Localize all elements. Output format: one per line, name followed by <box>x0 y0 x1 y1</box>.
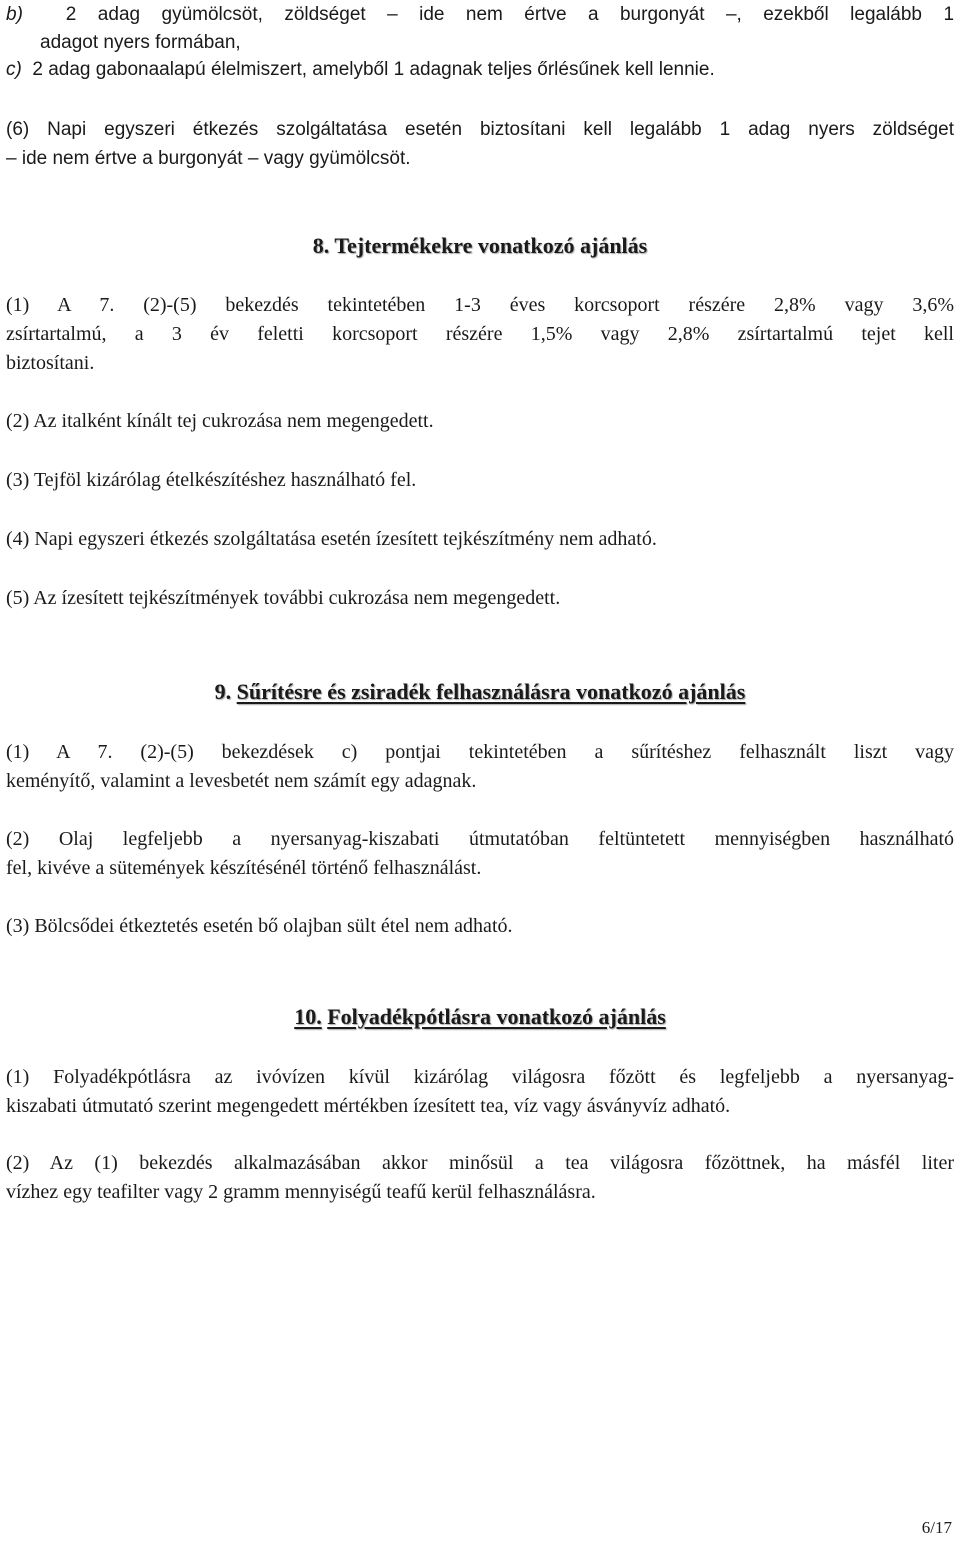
s9-p2-line2: fel, kivéve a sütemények készítésénél történő felhasználást. <box>6 857 482 879</box>
s8-p1-line3: biztosítani. <box>6 352 95 374</box>
para6-line1: (6) Napi egyszeri étkezés szolgáltatása esetén biztosítani kell legalább 1 adag nyers zöldséget <box>6 119 954 140</box>
s8-p3: (3) Tejföl kizárólag ételkészítéshez használható fel. <box>6 469 417 491</box>
s10-p2-line1: (2) Az (1) bekezdés alkalmazásában akkor minősül a tea világosra főzöttnek, ha másfél liter <box>6 1152 954 1174</box>
section8-title: Tejtermékekre vonatkozó ajánlás <box>334 233 648 258</box>
s8-p5: (5) Az ízesített tejkészítmények további cukrozása nem megengedett. <box>6 587 561 609</box>
s10-p2-line2: vízhez egy teafilter vagy 2 gramm mennyiségű teafű kerül felhasználásra. <box>6 1181 596 1203</box>
list-item-c <box>6 55 954 84</box>
section8-number: 8. <box>312 233 330 258</box>
s10-p1-line2: kiszabati útmutató szerint megengedett mértékben ízesített tea, víz vagy ásványvíz adható. <box>6 1095 731 1117</box>
section9-heading <box>0 677 960 707</box>
list-item-b-cont: adagot nyers formában, <box>40 32 241 53</box>
s8-p2: (2) Az italként kínált tej cukrozása nem megengedett. <box>6 410 434 432</box>
list-item-b <box>6 0 954 29</box>
section8-heading <box>0 231 960 261</box>
list-label-b: b) <box>6 4 23 25</box>
s9-p1-line2: keményítő, valamint a levesbetét nem számít egy adagnak. <box>6 770 477 792</box>
s8-p1-line2: zsírtartalmú, a 3 év feletti korcsoport részére 1,5% vagy 2,8% zsírtartalmú tejet kell <box>6 323 954 345</box>
list-item-c-line1: 2 adag gabonaalapú élelmiszert, amelyből 1 adagnak teljes őrlésűnek kell lennie. <box>32 59 715 80</box>
list-label-c: c) <box>6 59 22 80</box>
section9-number: 9. <box>214 679 232 704</box>
s10-p1-line1: (1) Folyadékpótlásra az ivóvízen kívül kizárólag világosra főzött és legfeljebb a nyersanyag- <box>6 1066 954 1088</box>
page-number: 6/17 <box>921 1518 952 1537</box>
s9-p1-line1: (1) A 7. (2)-(5) bekezdések c) pontjai tekintetében a sűrítéshez felhasznált liszt vagy <box>6 741 954 763</box>
section9-title: Sűrítésre és zsiradék felhasználásra vonatkozó ajánlás <box>236 679 746 704</box>
s9-p3: (3) Bölcsődei étkeztetés esetén bő olajban sült étel nem adható. <box>6 915 513 937</box>
s8-p4: (4) Napi egyszeri étkezés szolgáltatása esetén ízesített tejkészítmény nem adható. <box>6 528 657 550</box>
s9-p2-line1: (2) Olaj legfeljebb a nyersanyag-kiszabati útmutatóban feltüntetett mennyiségben használható <box>6 828 954 850</box>
section10-heading <box>0 1002 960 1032</box>
section10-title: Folyadékpótlásra vonatkozó ajánlás <box>327 1004 666 1029</box>
s8-p1-line1: (1) A 7. (2)-(5) bekezdés tekintetében 1-3 éves korcsoport részére 2,8% vagy 3,6% <box>6 294 954 316</box>
para6-line2: – ide nem értve a burgonyát – vagy gyümölcsöt. <box>6 148 411 169</box>
section10-number: 10. <box>294 1004 322 1029</box>
list-item-b-line1: 2 adag gyümölcsöt, zöldséget – ide nem értve a burgonyát –, ezekből legalább 1 <box>65 4 955 25</box>
